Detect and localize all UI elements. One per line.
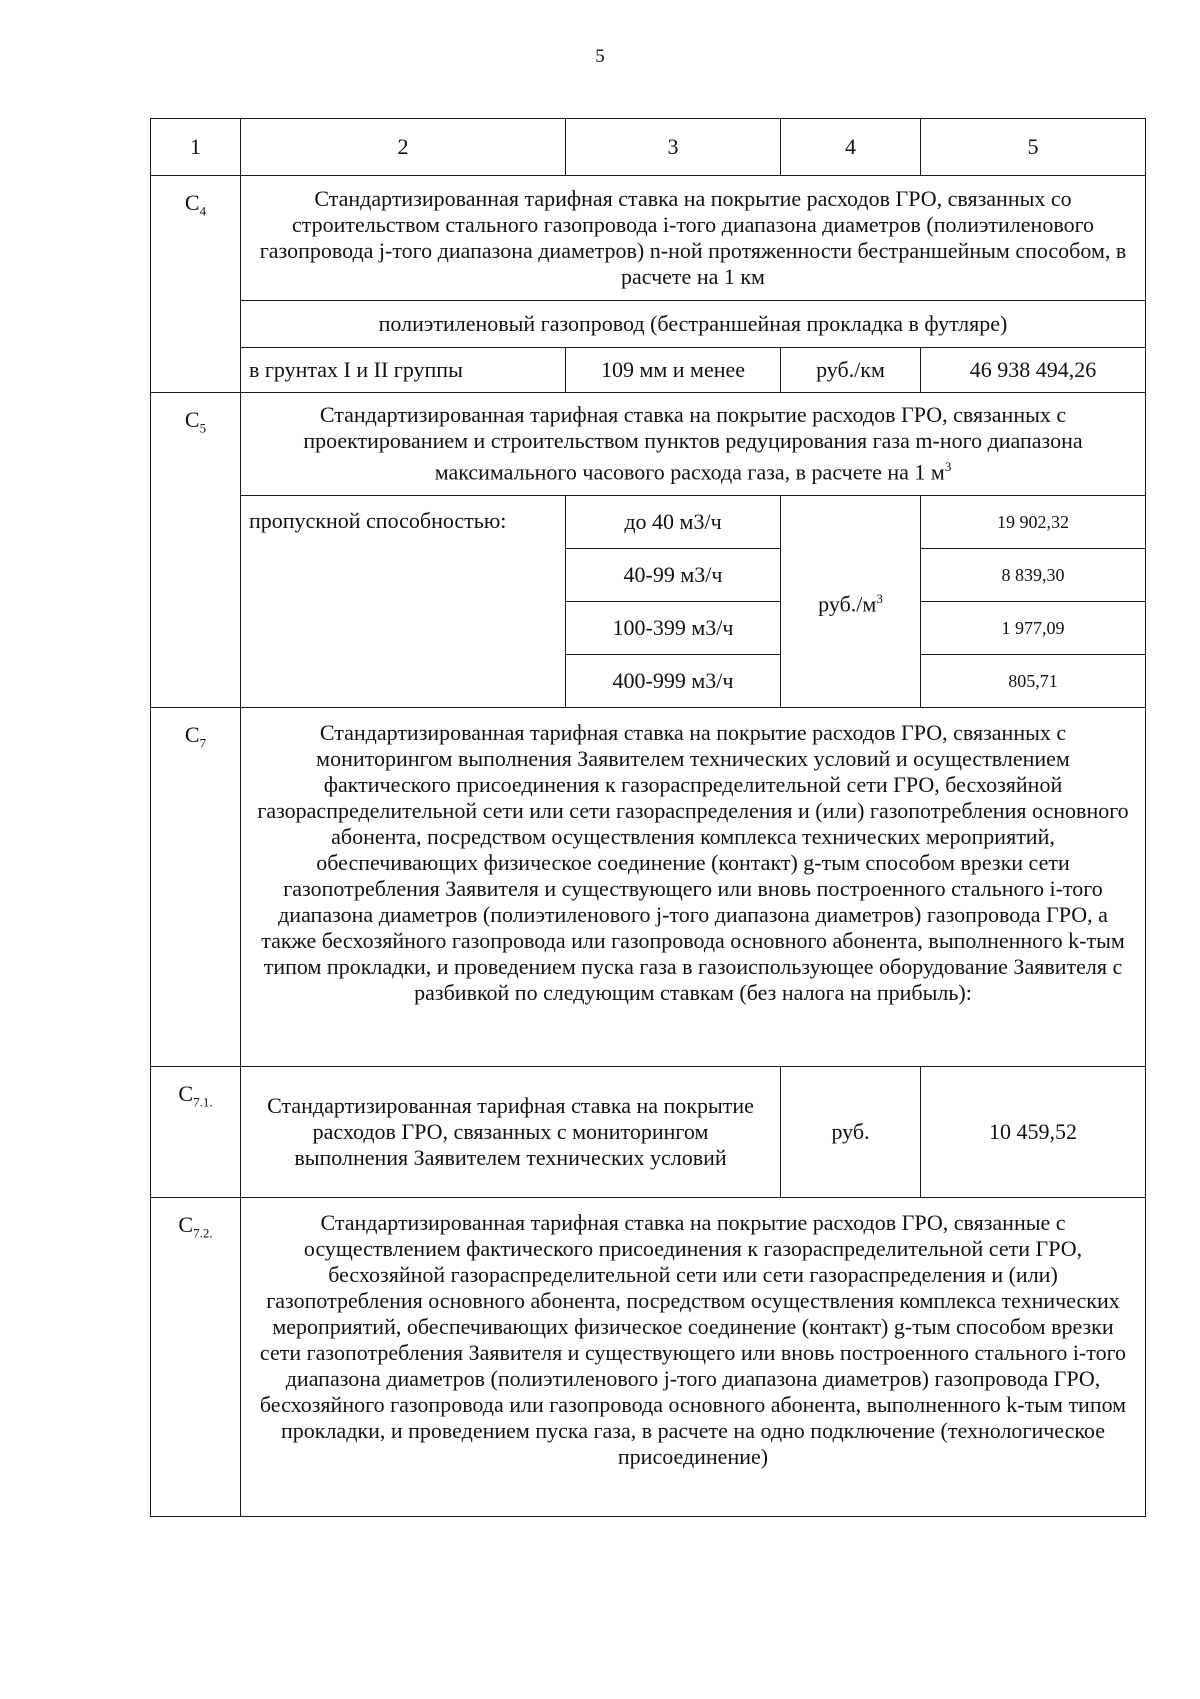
c71-code: $C_{7.1.}$ <box>151 1067 241 1198</box>
c5-value-4: 805,71 <box>921 655 1146 708</box>
c72-row <box>151 1198 1146 1517</box>
page-number: 5 <box>595 46 605 67</box>
c5-range-4: 400-999 м3/ч <box>566 655 781 708</box>
header-col-1: 1 <box>151 119 241 176</box>
c4-code: $C_4$ <box>151 176 241 393</box>
c5-range-3: 100-399 м3/ч <box>566 602 781 655</box>
c4-condition: в грунтах I и II группы <box>241 348 566 393</box>
c7-row <box>151 708 1146 1067</box>
c7-description: Стандартизированная тарифная ставка на покрытие расходов ГРО, связанных с мониторингом выполнения Заявителем технических условий и осуществлением фактического присоединения к газораспределительной сети ГРО, бесхозяйной газораспределительной сети или сети газораспределения и (или) газопотребления основного абонента, посредством осуществления комплекса технических мероприятий, обеспечивающих физическое соединение (контакт) g-тым способом врезки сети газопотребления Заявителя и существующего или вновь построенного стального i-того диапазона диаметров (полиэтиленового j-того диапазона диаметров) газопровода ГРО, а также бесхозяйного газопровода или газопровода основного абонента, выполненного k-тым типом прокладки, и проведением пуска газа в газоиспользующее оборудование Заявителя с разбивкой по следующим ставкам (без налога на прибыль): <box>241 708 1146 1067</box>
c72-code: $C_{7.2.}$ <box>151 1198 241 1517</box>
c4-description-row <box>151 176 1146 301</box>
c5-range-2: 40-99 м3/ч <box>566 549 781 602</box>
c71-value: 10 459,52 <box>921 1067 1146 1198</box>
c5-row-1 <box>151 496 1146 549</box>
c4-subheading: полиэтиленовый газопровод (бестраншейная прокладка в футляре) <box>241 301 1146 348</box>
c71-unit: руб. <box>781 1067 921 1198</box>
c71-row <box>151 1067 1146 1198</box>
c5-description: Стандартизированная тарифная ставка на покрытие расходов ГРО, связанных с проектированием и строительством пунктов редуцирования газа m-ного диапазона максимального часового расхода газа, в расчете на 1 $м^3$ <box>241 393 1146 496</box>
header-col-3: 3 <box>566 119 781 176</box>
c71-description: Стандартизированная тарифная ставка на покрытие расходов ГРО, связанных с мониторингом выполнения Заявителем технических условий <box>241 1067 781 1198</box>
c4-data-row <box>151 348 1146 393</box>
c5-value-2: 8 839,30 <box>921 549 1146 602</box>
table-header-row <box>151 119 1146 176</box>
c5-code: $C_5$ <box>151 393 241 708</box>
c72-description: Стандартизированная тарифная ставка на покрытие расходов ГРО, связанные с осуществлением фактического присоединения к газораспределительной сети ГРО, бесхозяйной газораспределительной сети или сети газораспределения и (или) газопотребления основного абонента, посредством осуществления комплекса технических мероприятий, обеспечивающих физическое соединение (контакт) g-тым способом врезки сети газопотребления Заявителя и существующего или вновь построенного стального i-того диапазона диаметров (полиэтиленового j-того диапазона диаметров) газопровода ГРО, бесхозяйного газопровода или газопровода основного абонента, выполненного k-тым типом прокладки, и проведением пуска газа, в расчете на одно подключение (технологическое присоединение) <box>241 1198 1146 1517</box>
tariff-table <box>150 118 1146 1517</box>
c4-description: Стандартизированная тарифная ставка на покрытие расходов ГРО, связанных со строительством стального газопровода i-того диапазона диаметров (полиэтиленового газопровода j-того диапазона диаметров) n-ной протяженности бестраншейным способом, в расчете на 1 км <box>241 176 1146 301</box>
header-col-2: 2 <box>241 119 566 176</box>
c4-value: 46 938 494,26 <box>921 348 1146 393</box>
c7-code: $C_7$ <box>151 708 241 1067</box>
c4-range: 109 мм и менее <box>566 348 781 393</box>
c5-unit: $руб./м^3$ <box>781 496 921 708</box>
c5-value-1: 19 902,32 <box>921 496 1146 549</box>
c4-unit: руб./км <box>781 348 921 393</box>
c5-range-1: до 40 м3/ч <box>566 496 781 549</box>
c4-subheading-row <box>151 301 1146 348</box>
c5-description-row <box>151 393 1146 496</box>
c5-label: пропускной способностью: <box>241 496 566 708</box>
header-col-4: 4 <box>781 119 921 176</box>
header-col-5: 5 <box>921 119 1146 176</box>
c5-value-3: 1 977,09 <box>921 602 1146 655</box>
